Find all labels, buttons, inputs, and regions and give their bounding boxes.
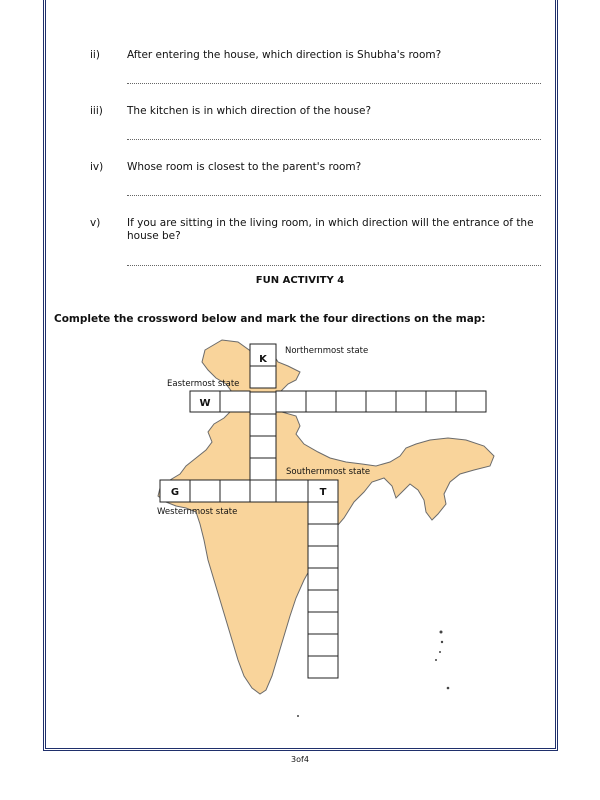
label-westernmost: Westernmost state bbox=[157, 507, 238, 517]
island-dot bbox=[447, 687, 450, 690]
crossword-column-k[interactable] bbox=[250, 344, 276, 502]
question-number: ii) bbox=[90, 49, 100, 61]
crossword-row-g[interactable] bbox=[160, 480, 308, 502]
activity-instruction: Complete the crossword below and mark the four directions on the map: bbox=[54, 313, 486, 325]
label-southernmost: Southernmost state bbox=[286, 467, 371, 477]
clue-letter: T bbox=[319, 487, 327, 498]
crossword-column-t[interactable] bbox=[308, 480, 338, 678]
question-number: v) bbox=[90, 217, 101, 229]
question-text: If you are sitting in the living room, in which direction will the entrance of the house be? bbox=[127, 217, 534, 242]
question-text: After entering the house, which direction is Shubha's room? bbox=[127, 49, 442, 61]
island-dot bbox=[297, 715, 299, 717]
clue-letter: W bbox=[199, 398, 211, 409]
clue-letter: G bbox=[170, 487, 180, 498]
page-number: 3of4 bbox=[291, 755, 309, 764]
question-number: iv) bbox=[90, 161, 104, 173]
label-northernmost: Northernmost state bbox=[285, 346, 369, 356]
island-dot bbox=[439, 651, 441, 653]
crossword-row-w[interactable] bbox=[190, 391, 486, 412]
island-dot bbox=[440, 631, 443, 634]
island-dot bbox=[435, 659, 437, 661]
island-dot bbox=[441, 641, 443, 643]
clue-letter: K bbox=[259, 354, 267, 365]
question-number: iii) bbox=[90, 105, 103, 117]
question-text: The kitchen is in which direction of the house? bbox=[127, 105, 372, 117]
activity-title: FUN ACTIVITY 4 bbox=[255, 275, 345, 286]
label-easternmost: Eastermost state bbox=[167, 379, 240, 389]
question-text: Whose room is closest to the parent's room? bbox=[127, 161, 362, 173]
